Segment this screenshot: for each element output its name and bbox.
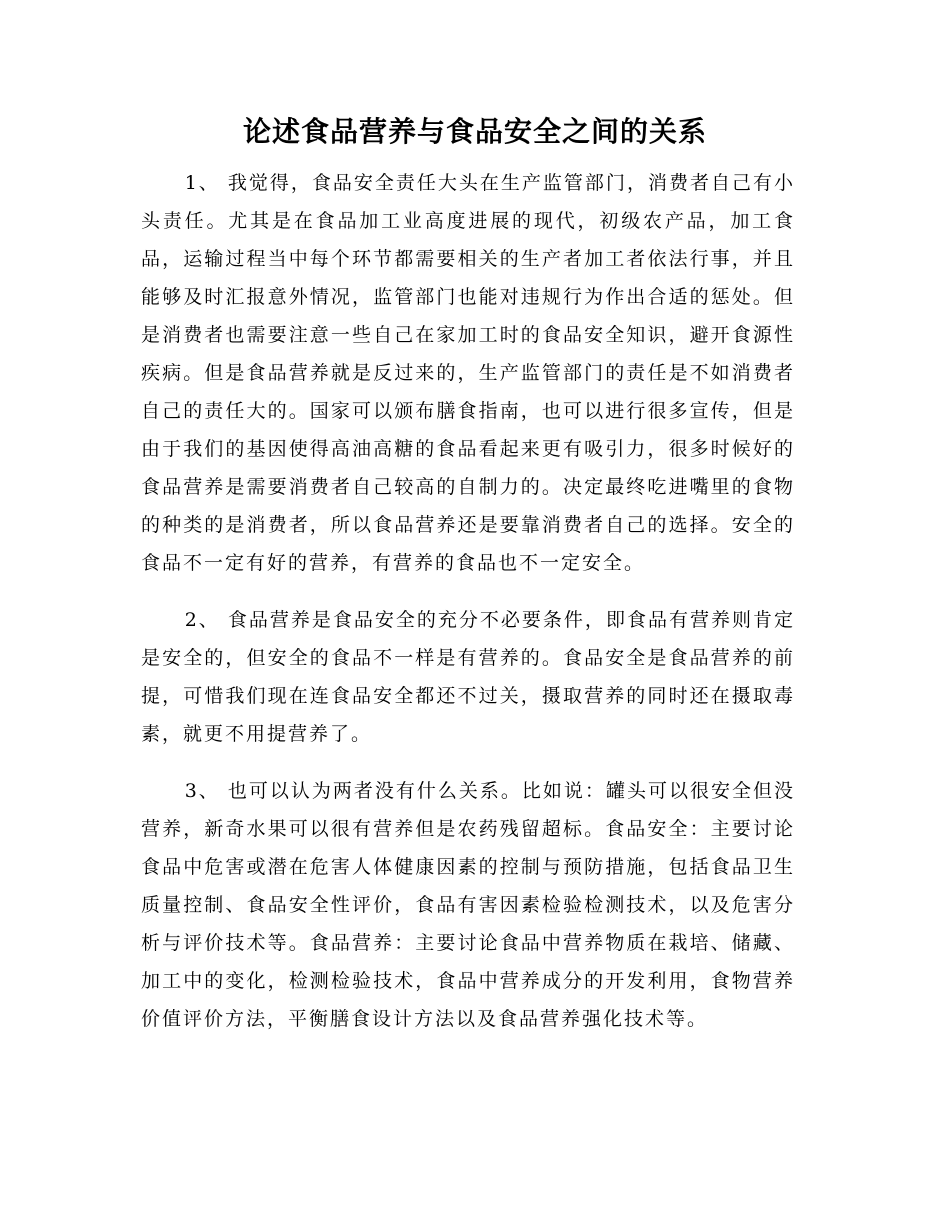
paragraph-3: 3、 也可以认为两者没有什么关系。比如说：罐头可以很安全但没营养，新奇水果可以很有营养但是农药残留超标。食品安全：主要讨论食品中危害或潜在危害人体健康因素的控制与预防措施，包括食品卫生质量控制、食品安全性评价，食品有害因素检验检测技术，以及危害分析与评价技术等。食品营养：主要讨论食品中营养物质在栽培、储藏、加工中的变化，检测检验技术，食品中营养成分的开发利用，食物营养价值评价方法，平衡膳食设计方法以及食品营养强化技术等。 <box>141 780 795 1030</box>
paragraph-1: 1、 我觉得，食品安全责任大头在生产监管部门，消费者自己有小头责任。尤其是在食品加工业高度进展的现代，初级农产品，加工食品，运输过程当中每个环节都需要相关的生产者加工者依法行事，并且能够及时汇报意外情况，监管部门也能对违规行为作出合适的惩处。但是消费者也需要注意一些自己在家加工时的食品安全知识，避开食源性疾病。但是食品营养就是反过来的，生产监管部门的责任是不如消费者自己的责任大的。国家可以颁布膳食指南，也可以进行很多宣传，但是由于我们的基因使得高油高糖的食品看起来更有吸引力，很多时候好的食品营养是需要消费者自己较高的自制力的。决定最终吃进嘴里的食物的种类的是消费者，所以食品营养还是要靠消费者自己的选择。安全的食品不一定有好的营养，有营养的食品也不一定安全。 <box>141 172 795 574</box>
page-title: 论述食品营养与食品安全之间的关系 <box>242 115 707 148</box>
paragraph-2: 2、 食品营养是食品安全的充分不必要条件，即食品有营养则肯定是安全的，但安全的食品不一样是有营养的。食品安全是食品营养的前提，可惜我们现在连食品安全都还不过关，摄取营养的同时还在摄取毒素，就更不用提营养了。 <box>141 609 795 745</box>
document-body <box>141 164 795 1057</box>
